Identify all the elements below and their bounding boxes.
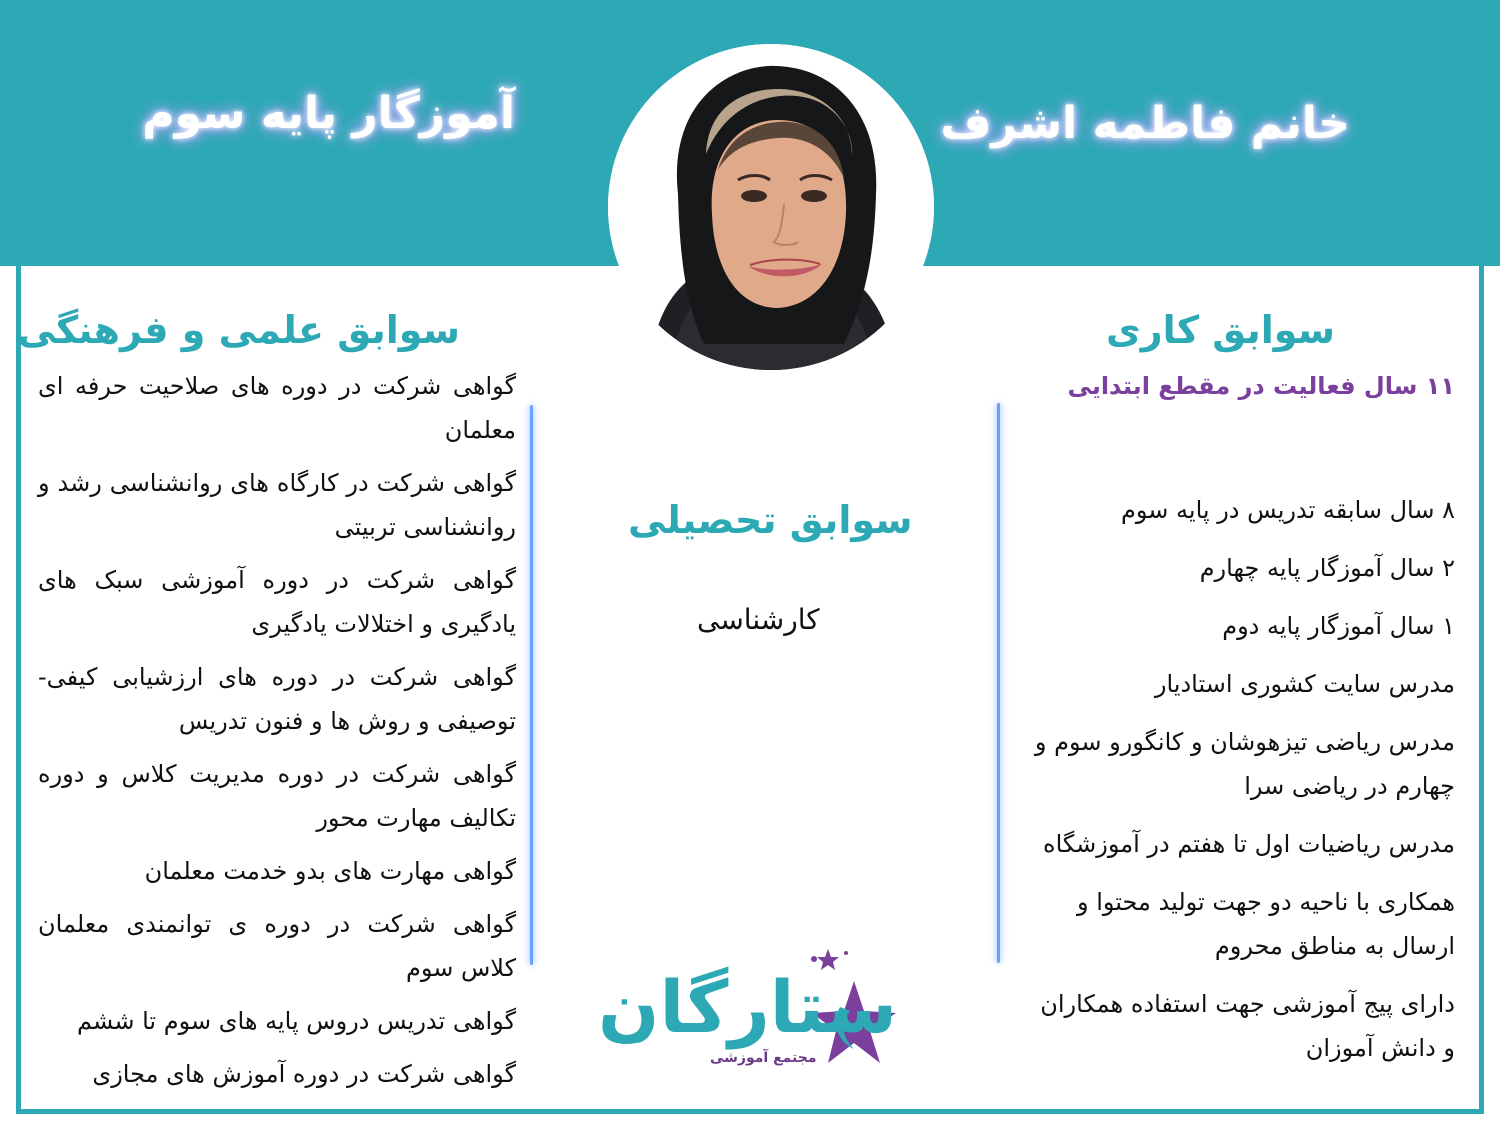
list-item: مدرس سایت کشوری استادیار (1154, 670, 1455, 698)
teacher-photo (608, 44, 934, 370)
list-item: ۸ سال سابقه تدریس در پایه سوم (1121, 496, 1455, 524)
divider-line-left (530, 405, 533, 965)
list-item: ۲ سال آموزگار پایه چهارم (1199, 554, 1455, 582)
education-degree: کارشناسی (697, 603, 820, 636)
list-item: مدرس ریاضی تیزهوشان و کانگورو سوم و چهارم در ریاضی سرا (1034, 728, 1455, 800)
work-section-title: سوابق کاری (1105, 308, 1335, 352)
logo-subtitle: مجتمع آموزشی (710, 1050, 817, 1066)
work-highlight: ۱۱ سال فعالیت در مقطع ابتدایی (1067, 372, 1455, 400)
list-item: گواهی مهارت های بدو خدمت معلمان (144, 857, 516, 885)
teacher-name: خانم فاطمه اشرف (940, 98, 1350, 149)
list-item: گواهی شرکت در کارگاه های روانشناسی رشد و روانشناسی تربیتی (38, 469, 516, 541)
list-item: گواهی تدریس دروس پایه های سوم تا ششم (76, 1007, 516, 1035)
list-item: گواهی شرکت در دوره های صلاحیت حرفه ای معلمان (38, 372, 516, 444)
list-item: همکاری با ناحیه دو جهت تولید محتوا و ارسال به مناطق محروم (1076, 888, 1455, 960)
work-list (1025, 488, 1455, 1084)
scientific-section-title: سوابق علمی و فرهنگی (17, 308, 460, 352)
list-item: گواهی شرکت در دوره های ارزشیابی کیفی- توصیفی و روش ها و فنون تدریس (38, 663, 516, 735)
list-item: ۱ سال آموزگار پایه دوم (1222, 612, 1455, 640)
list-item: مدرس ریاضیات اول تا هفتم در آموزشگاه (1043, 830, 1455, 858)
list-item: گواهی شرکت در دوره ی توانمندی معلمان کلاس سوم (38, 910, 516, 982)
list-item: گواهی شرکت در دوره آموزشی سبک های یادگیری و اختلالات یادگیری (38, 566, 516, 638)
list-item: گواهی شرکت در دوره مدیریت کلاس و دوره تکالیف مهارت محور (38, 760, 516, 832)
list-item: دارای پیج آموزشی جهت استفاده همکاران و دانش آموزان (1040, 990, 1455, 1062)
institute-logo (592, 945, 912, 1075)
scientific-list (38, 364, 516, 1105)
teacher-grade: آموزگار پایه سوم (142, 88, 515, 139)
list-item: گواهی شرکت در دوره آموزش های مجازی (92, 1060, 516, 1088)
education-section-title: سوابق تحصیلی (628, 498, 913, 542)
divider-line-right (997, 403, 1000, 963)
logo-text: ستارگان (598, 965, 898, 1049)
